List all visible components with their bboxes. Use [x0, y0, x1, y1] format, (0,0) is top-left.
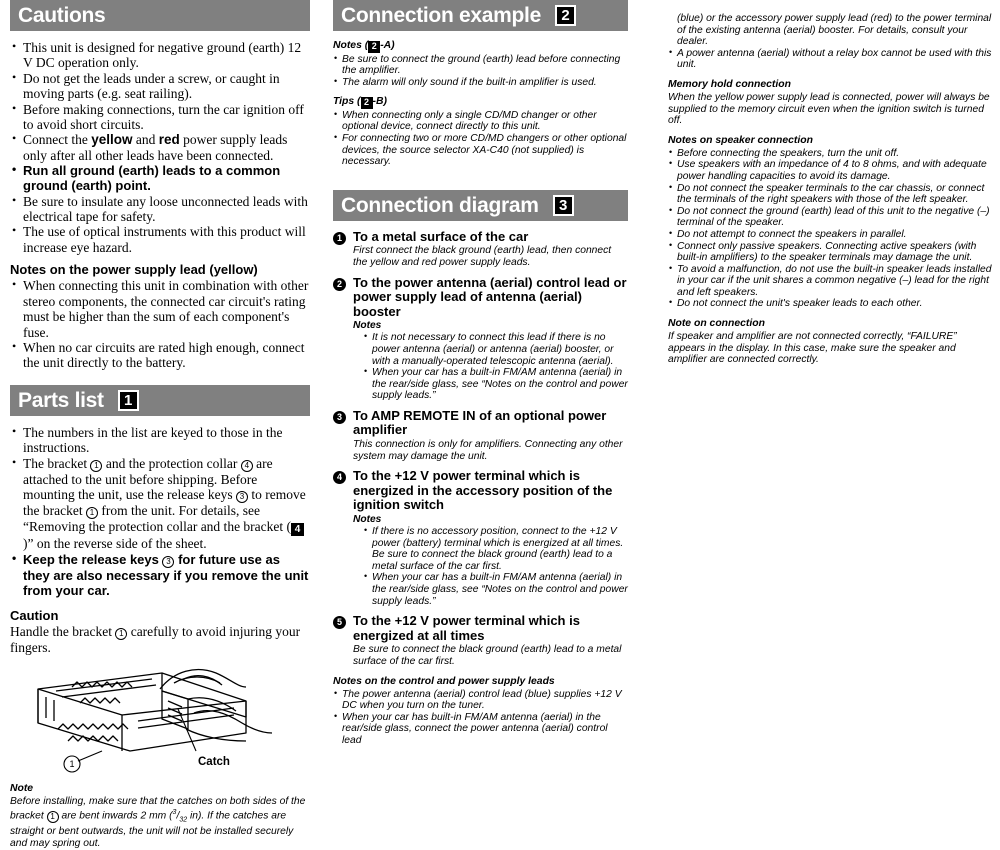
list-item: • Do not connect the ground (earth) lead of this unit to the negative (–) terminal of the speaker.: [668, 206, 993, 229]
list-item: • To avoid a malfunction, do not use the built-in speaker leads installed in your car if the unit shares a common negative (–) lead for the right and left speakers.: [668, 264, 993, 299]
list-item: • The bracket 1 and the protection collar 4 are attached to the unit before shipping. Before mounting the unit, use the release keys 3 to remove the bracket 1 from the unit. For details, see “Removing the protection collar and the bracket ( 4)” on the reverse side of the sheet.: [10, 456, 310, 552]
list-item: • Before making connections, turn the car ignition off to avoid short circuits.: [10, 102, 310, 133]
fraction-denominator: 32: [179, 816, 188, 824]
parts-list-bullets: [10, 425, 310, 599]
notes-2a-heading: Notes ( 2 -A): [333, 40, 395, 51]
section-title-connection-example: Connection example: [341, 4, 541, 27]
list-item: • When connecting this unit in combination with other stereo components, the connected car circuit's rating must be higher than the sum of each component's fuse.: [10, 278, 310, 340]
list-item: • If there is no accessory position, connect to the +12 V power (battery) terminal which is energized at all times. Be sure to connect the black ground (earth) lead to a metal surface of the car first.: [363, 526, 628, 572]
diagram-item-body: Be sure to connect the black ground (earth) lead to a metal surface of the car first.: [353, 644, 622, 667]
square-number-icon: 2: [361, 97, 373, 109]
column-speaker-notes: [668, 0, 993, 366]
control-notes-list: [333, 689, 628, 747]
tips-2b-heading: Tips ( 2 -B): [333, 96, 387, 108]
list-item: • It is not necessary to connect this lead if there is no power antenna (aerial) or antenna (aerial) booster, or with a manually-operated telescopic antenna (aerial).: [363, 332, 628, 367]
diagram-item-title: To a metal surface of the car: [353, 228, 529, 244]
list-item-bold: • Run all ground (earth) leads to a common ground (earth) point.: [10, 163, 310, 193]
diagram-item-title: To the +12 V power terminal which is energized at all times: [353, 613, 580, 643]
filled-circle-number-icon: 5: [333, 616, 346, 629]
diagram-item: [333, 230, 628, 269]
list-item: • Connect the yellow and red power supply leads only after all other leads have been connected.: [10, 132, 310, 163]
note-on-connection-heading: Note on connection: [668, 318, 765, 330]
notes-2a-list: [333, 54, 628, 89]
list-item: • A power antenna (aerial) without a relay box cannot be used with this unit.: [668, 48, 993, 71]
square-number-icon: 4: [291, 523, 304, 536]
column-connection: [333, 0, 628, 747]
diagram-notes-heading: Notes: [353, 514, 382, 526]
list-item: • When no car circuits are rated high enough, connect the unit directly to the battery.: [10, 340, 310, 371]
figure-callout-catch: Catch: [198, 755, 230, 768]
emphasis-yellow: yellow: [91, 132, 133, 148]
list-item-bold: • Keep the release keys 3 for future use as they are also necessary if you remove the unit from your car.: [10, 552, 310, 598]
section-header-connection-example: [333, 0, 628, 31]
list-item: • Before connecting the speakers, turn the unit off.: [668, 148, 993, 160]
list-item: • Do not connect the speaker terminals to the car chassis, or connect the terminals of the right speakers with those of the left speaker.: [668, 183, 993, 206]
list-item: • Be sure to insulate any loose unconnected leads with electrical tape for safety.: [10, 194, 310, 225]
memory-hold-heading: Memory hold connection: [668, 78, 791, 90]
list-item: • For connecting two or more CD/MD changers or other optional devices, the source selector XA-C40 (not supplied) is necessary.: [333, 133, 628, 168]
step-badge-2: 2: [555, 5, 576, 26]
note-heading: Note: [10, 782, 34, 794]
circled-number-icon: 1: [86, 507, 98, 519]
filled-circle-number-icon: 2: [333, 278, 346, 291]
section-title-connection-diagram: Connection diagram: [341, 193, 539, 217]
control-notes-heading: Notes on the control and power supply leads: [333, 675, 555, 687]
speaker-notes-heading: Notes on speaker connection: [668, 134, 813, 146]
list-item: • When your car has a built-in FM/AM antenna (aerial) in the rear/side glass, see “Notes on the control and power supply leads.”: [363, 572, 628, 607]
list-item: • The use of optical instruments with this product will increase eye hazard.: [10, 224, 310, 255]
step-badge-3: 3: [553, 195, 574, 216]
circled-number-icon: 3: [236, 491, 248, 503]
circled-number-icon: 3: [162, 556, 174, 568]
subheading-power-supply-note: Notes on the power supply lead (yellow): [10, 262, 258, 278]
memory-hold-text: When the yellow power supply lead is connected, power will always be supplied to the memory circuit even when the ignition switch is turned off.: [668, 91, 990, 127]
section-header-cautions: [10, 0, 310, 31]
circled-number-icon: 1: [115, 628, 127, 640]
continuation-bullet-list: [668, 48, 993, 71]
cautions-bullet-list: [10, 40, 310, 255]
list-item: • The alarm will only sound if the built-in amplifier is used.: [333, 77, 628, 89]
bracket-figure-svg: [10, 667, 310, 775]
list-item: • When your car has a built-in FM/AM antenna (aerial) in the rear/side glass, see “Notes on the control and power supply leads.”: [363, 367, 628, 402]
section-title-cautions: Cautions: [18, 4, 106, 27]
step-badge-1: 1: [118, 390, 139, 411]
diagram-item-title: To AMP REMOTE IN of an optional power amplifier: [353, 407, 607, 438]
circled-number-icon: 1: [47, 811, 59, 823]
list-item: • The power antenna (aerial) control lead (blue) supplies +12 V DC when you turn on the tuner.: [333, 689, 628, 712]
list-item: • When your car has built-in FM/AM antenna (aerial) in the rear/side glass, connect the power antenna (aerial) control lead: [333, 712, 628, 747]
speaker-notes-list: [668, 148, 993, 310]
continuation-block: [677, 13, 993, 48]
circled-number-icon: 1: [90, 460, 102, 472]
fraction-numerator: 3: [172, 809, 177, 817]
caution-text: Handle the bracket 1 carefully to avoid injuring your fingers.: [10, 624, 301, 656]
power-supply-note-list: [10, 278, 310, 370]
continuation-text: (blue) or the accessory power supply lead (red) to the power terminal of the existing antenna (aerial) booster. For details, consult your dealer.: [677, 13, 992, 48]
tips-2b-list: [333, 110, 628, 168]
list-item: • Connect only passive speakers. Connecting active speakers (with built-in amplifiers) to the speaker terminals may damage the unit.: [668, 241, 993, 264]
subheading-caution: Caution: [10, 608, 59, 624]
diagram-item-body: This connection is only for amplifiers. Connecting any other system may damage the unit.: [353, 439, 623, 462]
list-item: • When connecting only a single CD/MD changer or other optional device, connect directly to this unit.: [333, 110, 628, 133]
note-text: Before installing, make sure that the catches on both sides of the bracket 1 are bent inwards 2 mm ($^3/_{32}$ in). If the catches are straight or bent outwards, the unit will not be installed securely and may spring out.: [10, 795, 306, 849]
filled-circle-number-icon: 1: [333, 232, 346, 245]
note-on-connection-text: If speaker and amplifier are not connected correctly, “FAILURE” appears in the display. In this case, make sure the speaker and amplifier are connected correctly.: [668, 331, 957, 366]
diagram-item-title: To the power antenna (aerial) control lead or power supply lead of antenna (aerial) booster: [353, 274, 627, 319]
list-item: • This unit is designed for negative ground (earth) 12 V DC operation only.: [10, 40, 310, 71]
list-item: • The numbers in the list are keyed to those in the instructions.: [10, 425, 310, 456]
list-item: • Do not get the leads under a screw, or caught in moving parts (e.g. seat railing).: [10, 71, 310, 102]
diagram-item: [333, 276, 628, 402]
diagram-item-body: First connect the black ground (earth) lead, then connect the yellow and red power supply leads.: [353, 245, 612, 268]
diagram-item: [333, 614, 628, 667]
list-item: • Be sure to connect the ground (earth) lead before connecting the amplifier.: [333, 54, 628, 77]
section-header-parts-list: [10, 385, 310, 416]
diagram-item: [333, 409, 628, 462]
diagram-item: [333, 469, 628, 607]
list-item: • Do not attempt to connect the speakers in parallel.: [668, 229, 993, 241]
square-number-icon: 2: [368, 41, 380, 53]
figure-note-block: [10, 783, 310, 850]
filled-circle-number-icon: 3: [333, 411, 346, 424]
circled-number-icon: 4: [241, 460, 253, 472]
diagram-notes-heading: Notes: [353, 320, 382, 332]
section-header-connection-diagram: [333, 190, 628, 221]
filled-circle-number-icon: 4: [333, 471, 346, 484]
figure-callout-number: 1: [69, 758, 75, 769]
list-item: • Use speakers with an impedance of 4 to 8 ohms, and with adequate power handling capacities to avoid its damage.: [668, 159, 993, 182]
section-title-parts-list: Parts list: [18, 388, 104, 412]
list-item: • Do not connect the unit's speaker leads to each other.: [668, 298, 993, 310]
emphasis-red: red: [158, 132, 180, 148]
diagram-notes-list: [363, 526, 628, 607]
diagram-item-title: To the +12 V power terminal which is energized in the accessory position of the ignition switch: [353, 468, 613, 513]
diagram-notes-list: [363, 332, 628, 402]
column-cautions-parts: [10, 0, 310, 850]
bracket-illustration: [10, 667, 310, 775]
